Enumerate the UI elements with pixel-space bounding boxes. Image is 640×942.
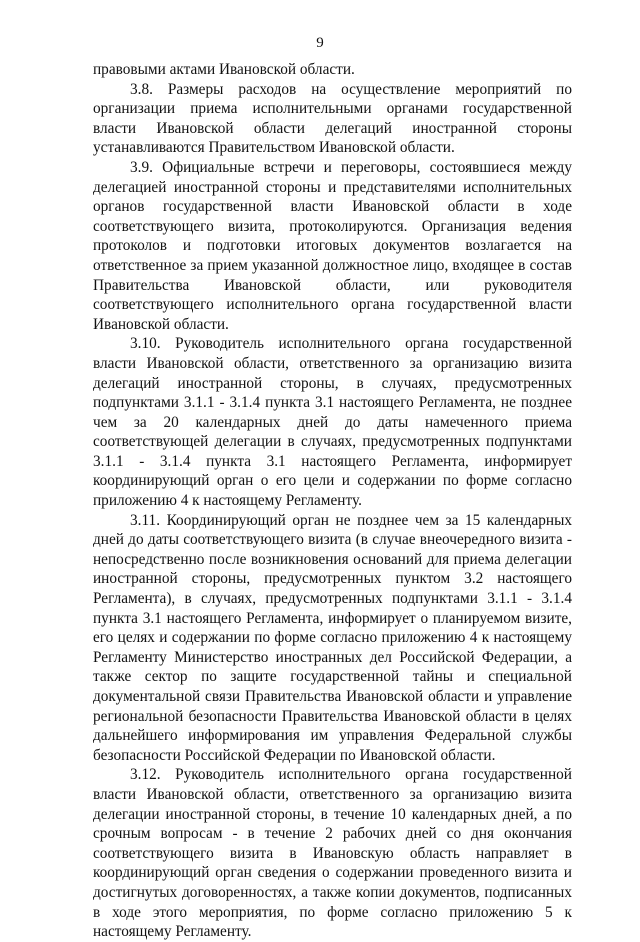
paragraph-continuation: правовыми актами Ивановской области. xyxy=(93,61,355,78)
page-number: 9 xyxy=(316,35,324,51)
paragraph-3-9: 3.9. Официальные встречи и переговоры, состоявшиеся между делегацией иностранной стороны и представителями исполнительных органов государственной власти Ивановской области в ходе соответствующего визита, протоколируются. Организация ведения протоколов и подготовки итоговых документов возлагается на ответственное за прием указанной должностное лицо, входящее в состав Правительства Ивановской области, или руководителя соответствующего исполнительного органа государственной власти Ивановской области. xyxy=(93,158,572,333)
paragraph-3-12: 3.12. Руководитель исполнительного органа государственной власти Ивановской области, ответственного за организацию визита делегации иностранной стороны, в течение 10 календарных дней, а по срочным вопросам - в течение 2 рабочих дней со дня окончания соответствующего визита в Ивановскую область направляет в координирующий орган сведения о содержании проведенного визита и достигнутых договоренностях, а также копии документов, подписанных в ходе этого мероприятия, по форме согласно приложению 5 к настоящему Регламенту. xyxy=(93,766,572,941)
paragraph-3-8: 3.8. Размеры расходов на осуществление мероприятий по организации приема исполнительными органами государственной власти Ивановской области делегаций иностранной стороны устанавливаются Правительством Ивановской области. xyxy=(93,80,572,157)
paragraph-3-11: 3.11. Координирующий орган не позднее чем за 15 календарных дней до даты соответствующего визита (в случае внеочередного визита - непосредственно после возникновения оснований для приема делегации иностранной стороны, предусмотренных пунктом 3.2 настоящего Регламента), в случаях, предусмотренных подпунктами 3.1.1 - 3.1.4 пункта 3.1 настоящего Регламента, информирует о планируемом визите, его целях и содержании по форме согласно приложению 4 к настоящему Регламенту Министерство иностранных дел Российской Федерации, а также сектор по защите государственной тайны и специальной документальной связи Правительства Ивановской области и управление региональной безопасности Правительства Ивановской области в целях дальнейшего информирования им управления Федеральной службы безопасности Российской Федерации по Ивановской области. xyxy=(93,511,572,764)
paragraph-3-10: 3.10. Руководитель исполнительного органа государственной власти Ивановской области, ответственного за организацию визита делегаций иностранной стороны, в случаях, предусмотренных подпунктами 3.1.1 - 3.1.4 пункта 3.1 настоящего Регламента, не позднее чем за 20 календарных дней до даты намеченного приема соответствующей делегации в случаях, предусмотренных подпунктами 3.1.1 - 3.1.4 пункта 3.1 настоящего Регламента, информирует координирующий орган о его цели и содержании по форме согласно приложению 4 к настоящему Регламенту. xyxy=(93,335,572,510)
document-body xyxy=(93,60,572,942)
